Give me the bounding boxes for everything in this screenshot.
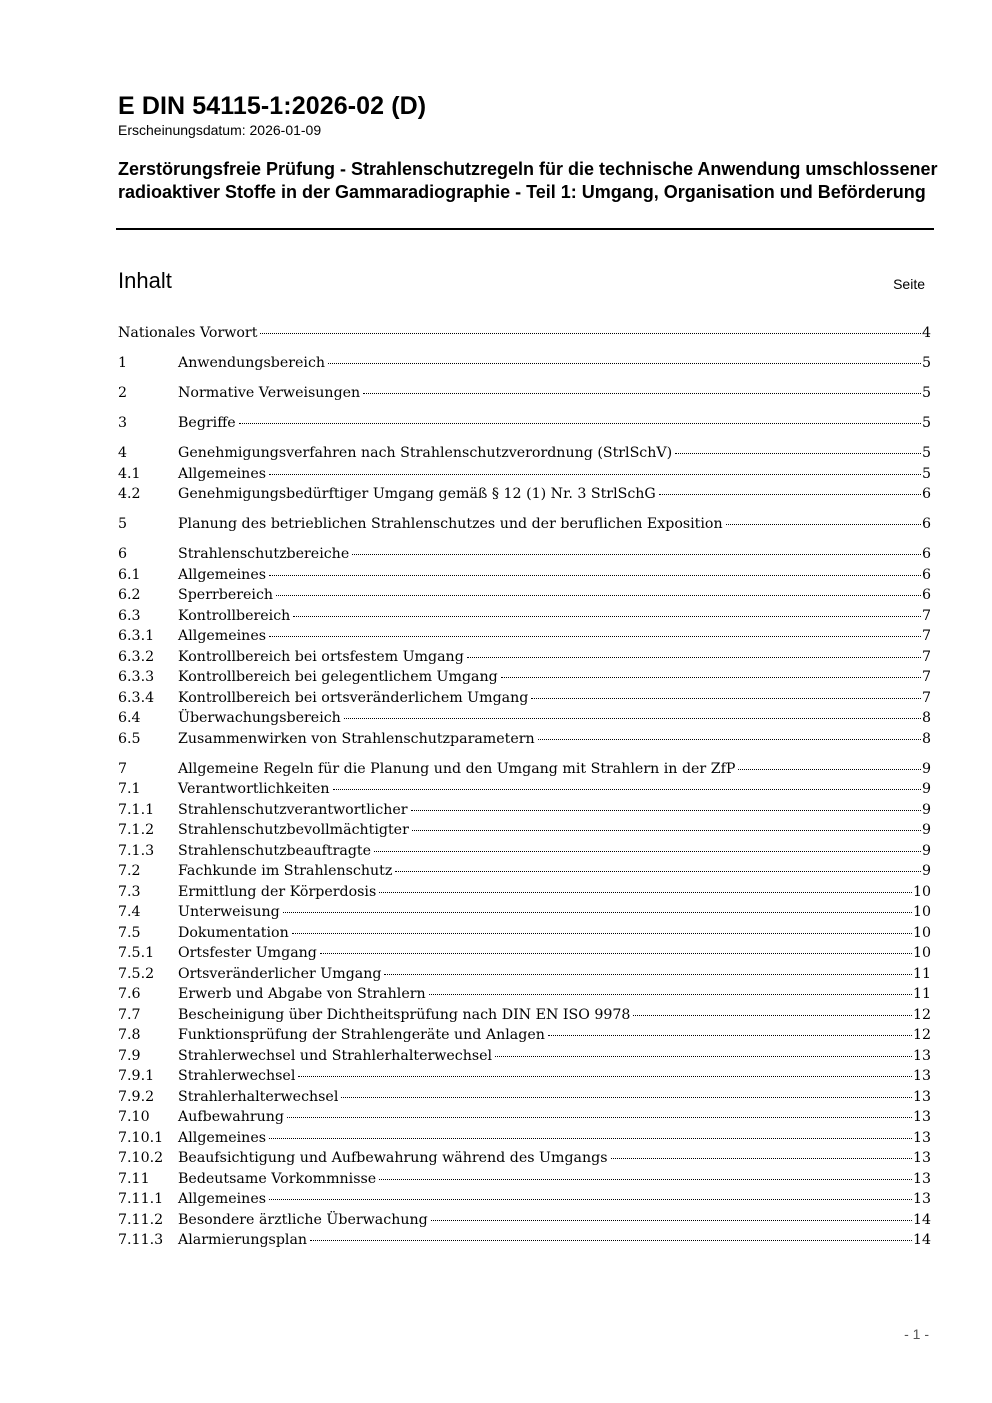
toc-entry-number: 6.3 — [118, 607, 141, 624]
toc-entry[interactable] — [118, 443, 931, 464]
toc-entry-page: 6 — [921, 566, 931, 583]
toc-entry-number: 7.9.1 — [118, 1068, 155, 1084]
toc-entry-number: 7 — [118, 760, 128, 777]
toc-entry[interactable] — [118, 626, 931, 647]
toc-entry-title: Strahlerwechsel und Strahlerhalterwechsel — [178, 1047, 493, 1064]
toc-entry-page: 13 — [912, 1088, 931, 1105]
toc-entry-page: 7 — [921, 607, 931, 624]
toc-entry-title: Zusammenwirken von Strahlenschutzparametern — [178, 730, 535, 747]
toc-entry-page: 14 — [912, 1232, 931, 1248]
toc-entry-title: Verantwortlichkeiten — [178, 781, 330, 797]
toc-entry-page: 10 — [912, 904, 931, 920]
toc-entry-title: Besondere ärztliche Überwachung — [178, 1211, 428, 1228]
toc-entry[interactable] — [118, 1046, 931, 1067]
toc-entry-title: Bescheinigung über Dichtheitsprüfung nach DIN EN ISO 9978 — [178, 1006, 631, 1023]
toc-entry[interactable] — [118, 1005, 931, 1026]
toc-entry[interactable] — [118, 1087, 931, 1108]
toc-entry[interactable] — [118, 708, 931, 729]
toc-entry[interactable] — [118, 565, 931, 586]
toc-entry-page: 7 — [921, 669, 931, 685]
toc-entry[interactable] — [118, 383, 931, 404]
toc-entry-number: 7.9.2 — [118, 1088, 155, 1105]
toc-dot-leader — [269, 1138, 912, 1139]
toc-entry-number: 7.10.2 — [118, 1150, 164, 1166]
toc-dot-leader — [269, 636, 921, 637]
toc-entry-title: Allgemeines — [178, 1129, 266, 1146]
toc-entry-number: 6.5 — [118, 730, 141, 747]
toc-entry[interactable] — [118, 413, 931, 434]
toc-entry-title: Strahlenschutzbereiche — [178, 546, 350, 562]
toc-entry-number: 4 — [118, 445, 128, 461]
toc-entry-number: 6.3.1 — [118, 628, 155, 644]
toc-entry-page: 9 — [921, 822, 931, 838]
toc-entry-page: 8 — [921, 710, 931, 726]
toc-dot-leader — [260, 333, 921, 334]
toc-entry-title: Genehmigungsverfahren nach Strahlenschutzverordnung (StrlSchV) — [178, 445, 673, 461]
toc-dot-leader — [341, 1097, 912, 1098]
toc-entry[interactable] — [118, 729, 931, 750]
toc-entry[interactable] — [118, 667, 931, 688]
toc-entry-number: 6.3.4 — [118, 689, 155, 706]
toc-dot-leader — [293, 616, 921, 617]
toc-dot-leader — [411, 810, 921, 811]
table-of-contents — [118, 323, 931, 1251]
toc-entry-title: Kontrollbereich bei gelegentlichem Umgang — [178, 669, 498, 685]
toc-entry-page: 13 — [912, 1068, 931, 1084]
toc-dot-leader — [379, 892, 912, 893]
toc-entry-number: 7.1 — [118, 781, 141, 797]
toc-entry-page: 7 — [921, 628, 931, 644]
toc-entry-title: Anwendungsbereich — [178, 355, 326, 371]
toc-entry-title: Allgemeines — [178, 465, 266, 482]
toc-entry-number: 7.11.2 — [118, 1211, 164, 1228]
toc-dot-leader — [363, 393, 921, 394]
page-number: - 1 - — [904, 1326, 929, 1342]
toc-entry-number: 3 — [118, 415, 128, 431]
toc-entry-title: Ermittlung der Körperdosis — [178, 883, 377, 900]
toc-entry[interactable] — [118, 882, 931, 903]
toc-entry[interactable] — [118, 820, 931, 841]
toc-entry[interactable] — [118, 585, 931, 606]
toc-entry[interactable] — [118, 1128, 931, 1149]
toc-entry-number: 6.3.3 — [118, 669, 155, 685]
toc-dot-leader — [431, 1220, 912, 1221]
toc-entry-title: Dokumentation — [178, 924, 289, 941]
toc-entry-page: 5 — [921, 445, 931, 461]
toc-entry-number: 7.1.2 — [118, 822, 155, 838]
toc-dot-leader — [538, 739, 921, 740]
toc-entry-number: 7.9 — [118, 1047, 141, 1064]
toc-entry-title: Aufbewahrung — [178, 1109, 284, 1125]
toc-entry-number: 7.1.3 — [118, 842, 155, 859]
toc-dot-leader — [352, 554, 921, 555]
toc-entry-title: Strahlerwechsel — [178, 1068, 296, 1084]
toc-entry[interactable] — [118, 1210, 931, 1231]
toc-entry[interactable] — [118, 484, 931, 505]
toc-entry-page: 13 — [912, 1191, 931, 1207]
toc-entry-number: 7.11 — [118, 1170, 150, 1187]
toc-entry[interactable] — [118, 964, 931, 985]
toc-entry-page: 11 — [912, 965, 931, 982]
toc-entry-number: 4.2 — [118, 486, 141, 502]
toc-entry-title: Kontrollbereich — [178, 607, 291, 624]
toc-dot-leader — [276, 595, 921, 596]
toc-entry[interactable] — [118, 923, 931, 944]
toc-entry[interactable] — [118, 514, 931, 535]
toc-dot-leader — [429, 994, 912, 995]
toc-entry[interactable] — [118, 1189, 931, 1210]
toc-entry-title: Unterweisung — [178, 904, 280, 920]
toc-entry[interactable] — [118, 1169, 931, 1190]
toc-entry-title: Kontrollbereich bei ortsfestem Umgang — [178, 648, 464, 665]
toc-entry-title: Beaufsichtigung und Aufbewahrung während des Umgangs — [178, 1150, 608, 1166]
toc-entry-number: 7.10 — [118, 1109, 150, 1125]
toc-entry-title: Allgemeines — [178, 628, 266, 644]
toc-entry-title: Bedeutsame Vorkommnisse — [178, 1170, 377, 1187]
toc-dot-leader — [611, 1158, 912, 1159]
toc-dot-leader — [320, 953, 912, 954]
document-title: Zerstörungsfreie Prüfung - Strahlenschutzregeln für die technische Anwendung umschlossener radioaktiver Stoffe in der Gammaradiographie - Teil 1: Umgang, Organisation und Beförderung — [118, 159, 938, 202]
toc-dot-leader — [328, 363, 921, 364]
toc-dot-leader — [298, 1076, 912, 1077]
toc-entry-page: 9 — [921, 760, 931, 777]
toc-dot-leader — [344, 718, 921, 719]
toc-entry-page: 12 — [912, 1027, 931, 1043]
toc-entry-page: 13 — [912, 1150, 931, 1166]
toc-entry[interactable] — [118, 1025, 931, 1046]
toc-entry-number: 6.4 — [118, 710, 141, 726]
toc-entry[interactable] — [118, 1148, 931, 1169]
toc-dot-leader — [501, 677, 921, 678]
toc-entry[interactable] — [118, 1230, 931, 1251]
toc-dot-leader — [675, 453, 921, 454]
toc-dot-leader — [495, 1056, 912, 1057]
toc-entry-title: Ortsveränderlicher Umgang — [178, 965, 382, 982]
toc-entry-page: 13 — [912, 1170, 931, 1187]
toc-entry-page: 13 — [912, 1109, 931, 1125]
toc-dot-leader — [633, 1015, 911, 1016]
toc-entry-title: Strahlenschutzverantwortlicher — [178, 801, 408, 818]
toc-dot-leader — [310, 1240, 912, 1241]
toc-dot-leader — [333, 789, 921, 790]
toc-entry[interactable] — [118, 647, 931, 668]
publication-date: Erscheinungsdatum: 2026-01-09 — [118, 122, 322, 138]
toc-dot-leader — [726, 524, 921, 525]
toc-dot-leader — [374, 851, 921, 852]
toc-dot-leader — [283, 912, 912, 913]
toc-entry-page: 12 — [912, 1006, 931, 1023]
toc-entry-page: 5 — [921, 415, 931, 431]
toc-entry-page: 11 — [912, 986, 931, 1002]
toc-entry-number: 7.1.1 — [118, 801, 155, 818]
toc-dot-leader — [738, 769, 921, 770]
document-id: E DIN 54115-1:2026-02 (D) — [118, 92, 427, 120]
toc-entry-page: 9 — [921, 863, 931, 879]
title-divider — [116, 228, 934, 230]
toc-entry-page: 6 — [921, 587, 931, 603]
toc-entry-number: 7.8 — [118, 1027, 141, 1043]
toc-entry-page: 10 — [912, 945, 931, 961]
toc-entry[interactable] — [118, 353, 931, 374]
toc-entry-page: 9 — [921, 842, 931, 859]
toc-entry-page: 6 — [921, 516, 931, 532]
toc-dot-leader — [531, 698, 921, 699]
toc-entry[interactable] — [118, 1107, 931, 1128]
toc-entry-page: 6 — [921, 546, 931, 562]
toc-entry-number: 6 — [118, 546, 128, 562]
toc-entry[interactable] — [118, 606, 931, 627]
toc-dot-leader — [292, 933, 912, 934]
toc-entry[interactable] — [118, 800, 931, 821]
toc-entry[interactable] — [118, 323, 931, 344]
toc-entry-number: 2 — [118, 385, 128, 401]
toc-entry-number: 7.5 — [118, 924, 141, 941]
toc-dot-leader — [287, 1117, 912, 1118]
toc-entry-title: Allgemeine Regeln für die Planung und den Umgang mit Strahlern in der ZfP — [178, 760, 736, 777]
toc-entry-page: 7 — [921, 689, 931, 706]
toc-entry-title: Fachkunde im Strahlenschutz — [178, 863, 393, 879]
toc-entry-page: 4 — [921, 325, 931, 341]
toc-entry[interactable] — [118, 902, 931, 923]
toc-entry-title: Ortsfester Umgang — [178, 945, 317, 961]
toc-entry-number: 7.5.1 — [118, 945, 155, 961]
toc-dot-leader — [269, 1199, 912, 1200]
toc-dot-leader — [659, 494, 921, 495]
toc-entry-page: 5 — [921, 465, 931, 482]
toc-dot-leader — [239, 423, 921, 424]
toc-entry-title: Normative Verweisungen — [178, 385, 361, 401]
toc-dot-leader — [548, 1035, 912, 1036]
toc-entry-number: 7.7 — [118, 1006, 141, 1023]
toc-entry[interactable] — [118, 943, 931, 964]
toc-entry-title: Erwerb und Abgabe von Strahlern — [178, 986, 426, 1002]
toc-entry-page: 10 — [912, 924, 931, 941]
toc-entry-title: Begriffe — [178, 415, 236, 431]
toc-dot-leader — [395, 871, 921, 872]
toc-entry-page: 13 — [912, 1047, 931, 1064]
toc-entry-page: 7 — [921, 648, 931, 665]
toc-entry[interactable] — [118, 984, 931, 1005]
toc-entry[interactable] — [118, 544, 931, 565]
toc-entry-page: 13 — [912, 1129, 931, 1146]
toc-entry-page: 10 — [912, 883, 931, 900]
toc-entry-title: Genehmigungsbedürftiger Umgang gemäß § 12 (1) Nr. 3 StrlSchG — [178, 486, 656, 502]
toc-entry-title: Strahlenschutzbevollmächtigter — [178, 822, 409, 838]
toc-entry[interactable] — [118, 861, 931, 882]
toc-entry-page: 5 — [921, 355, 931, 371]
toc-entry-number: 6.1 — [118, 566, 141, 583]
toc-entry[interactable] — [118, 464, 931, 485]
toc-entry-page: 5 — [921, 385, 931, 401]
toc-entry-number: 7.11.1 — [118, 1191, 164, 1207]
toc-entry-title: Allgemeines — [178, 566, 266, 583]
toc-entry-number: 6.3.2 — [118, 648, 155, 665]
toc-dot-leader — [269, 575, 921, 576]
toc-entry-title: Nationales Vorwort — [118, 325, 258, 341]
toc-entry-number: 6.2 — [118, 587, 141, 603]
toc-entry-page: 14 — [912, 1211, 931, 1228]
toc-entry-number: 7.2 — [118, 863, 141, 879]
toc-entry-title: Überwachungsbereich — [178, 710, 341, 726]
toc-entry[interactable] — [118, 1066, 931, 1087]
toc-entry-number: 1 — [118, 355, 128, 371]
toc-entry-number: 7.5.2 — [118, 965, 155, 982]
toc-entry-page: 9 — [921, 801, 931, 818]
toc-dot-leader — [384, 974, 911, 975]
toc-entry-page: 6 — [921, 486, 931, 502]
toc-entry-title: Alarmierungsplan — [178, 1232, 308, 1248]
toc-entry[interactable] — [118, 779, 931, 800]
toc-entry-title: Sperrbereich — [178, 587, 274, 603]
toc-entry-number: 7.4 — [118, 904, 141, 920]
toc-dot-leader — [379, 1179, 912, 1180]
toc-entry-title: Kontrollbereich bei ortsveränderlichem Umgang — [178, 689, 529, 706]
toc-dot-leader — [412, 830, 921, 831]
toc-entry-title: Planung des betrieblichen Strahlenschutzes und der beruflichen Exposition — [178, 516, 723, 532]
toc-entry-title: Strahlenschutzbeauftragte — [178, 842, 371, 859]
toc-entry-page: 9 — [921, 781, 931, 797]
toc-entry-number: 7.6 — [118, 986, 141, 1002]
toc-dot-leader — [269, 474, 921, 475]
toc-entry-title: Funktionsprüfung der Strahlengeräte und Anlagen — [178, 1027, 545, 1043]
toc-entry-title: Allgemeines — [178, 1191, 266, 1207]
toc-entry-number: 7.3 — [118, 883, 141, 900]
toc-entry-page: 8 — [921, 730, 931, 747]
toc-heading: Inhalt — [118, 268, 172, 293]
toc-entry[interactable] — [118, 759, 931, 780]
toc-entry-number: 7.11.3 — [118, 1232, 164, 1248]
toc-entry-title: Strahlerhalterwechsel — [178, 1088, 339, 1105]
toc-entry[interactable] — [118, 688, 931, 709]
toc-entry-number: 5 — [118, 516, 128, 532]
toc-entry[interactable] — [118, 841, 931, 862]
toc-entry-number: 4.1 — [118, 465, 141, 482]
toc-page-column-heading: Seite — [893, 276, 925, 292]
toc-dot-leader — [467, 657, 921, 658]
toc-entry-number: 7.10.1 — [118, 1129, 164, 1146]
